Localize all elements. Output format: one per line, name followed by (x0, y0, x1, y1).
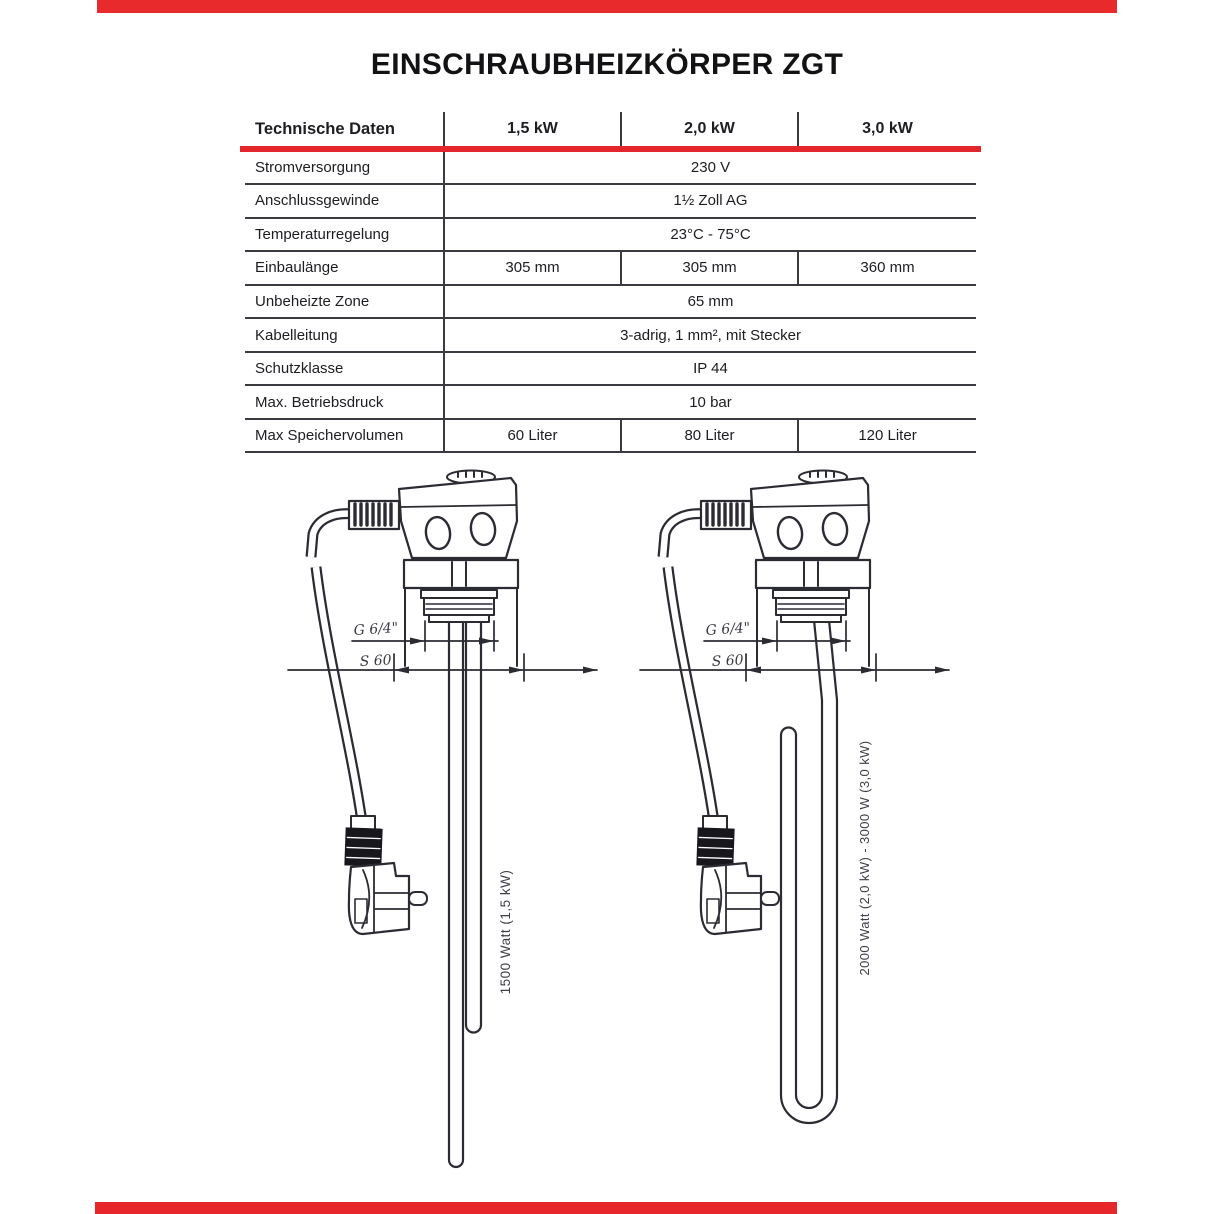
row-value: 3-adrig, 1 mm², mit Stecker (620, 326, 801, 344)
heating-rod-short (466, 618, 481, 1033)
plug-pin (409, 892, 427, 905)
thermostat-head-body (399, 478, 517, 558)
table-header-col-1: 1,5 kW (445, 112, 622, 146)
table-header-col-3: 3,0 kW (862, 120, 913, 137)
heating-rod-hairpin (781, 620, 837, 1123)
row-value: 1½ Zoll AG (673, 192, 748, 210)
row-value-1: 60 Liter (445, 420, 622, 452)
row-value-2: 305 mm (622, 252, 799, 284)
dim-wrench-label-left: S 60 (359, 652, 393, 670)
row-value-3: 120 Liter (858, 427, 917, 445)
row-label: Temperaturregelung (245, 219, 445, 251)
thread-collar (424, 598, 494, 615)
power-label-right: 2000 Watt (2,0 kW) - 3000 W (3,0 kW) (857, 740, 872, 976)
hex-nut (404, 560, 518, 588)
heating-rod-hairpin-group (781, 620, 837, 1123)
dim-thread-label-left: G 6/4" (353, 619, 399, 639)
dim-wrench-label-right: S 60 (711, 652, 745, 670)
heating-rod-long (449, 618, 463, 1167)
page-title: EINSCHRAUBHEIZKÖRPER ZGT (370, 48, 844, 81)
row-label: Schutzklasse (245, 353, 445, 385)
row-label: Anschlussgewinde (245, 185, 445, 217)
dim-thread-label-right: G 6/4" (705, 619, 751, 639)
row-label: Kabelleitung (245, 319, 445, 351)
table-header-label: Technische Daten (245, 112, 445, 146)
row-label: Einbaulänge (245, 252, 445, 284)
thread-collar-lip (421, 590, 497, 598)
row-value-2: 80 Liter (622, 420, 799, 452)
heating-rods-single (449, 618, 481, 1167)
cable-gland-ribs (355, 504, 391, 525)
row-value: 65 mm (687, 292, 734, 310)
row-value-3: 360 mm (860, 259, 915, 277)
row-value: 230 V (690, 158, 731, 176)
row-label: Unbeheizte Zone (245, 286, 445, 318)
power-cable-upper (311, 514, 353, 557)
row-value: IP 44 (693, 360, 728, 378)
power-label-left: 1500 Watt (1,5 kW) (498, 869, 513, 995)
power-cable-lower-core (316, 567, 362, 822)
row-value-1: 305 mm (445, 252, 622, 284)
table-header-col-2: 2,0 kW (622, 112, 799, 146)
heater-head-assembly (288, 471, 597, 935)
row-value: 10 bar (689, 393, 732, 411)
row-label: Stromversorgung (245, 152, 445, 184)
row-label: Max. Betriebsdruck (245, 386, 445, 418)
row-label: Max Speichervolumen (245, 420, 445, 452)
row-value: 23°C - 75°C (670, 225, 751, 243)
collar-bottom-lip (429, 615, 489, 622)
